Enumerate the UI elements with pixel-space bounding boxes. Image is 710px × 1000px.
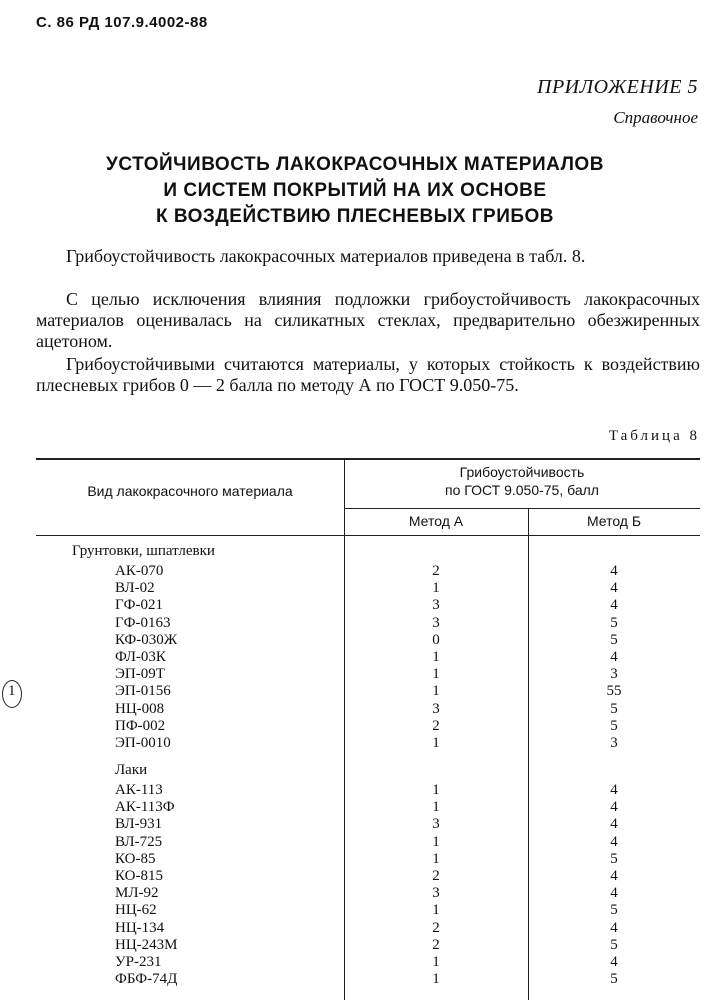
material-name: ВЛ-931 xyxy=(115,816,163,833)
method-a-score: 3 xyxy=(432,885,440,902)
material-name: ЭП-0010 xyxy=(115,735,171,751)
material-name: ГФ-0163 xyxy=(115,614,171,631)
material-name: НЦ-008 xyxy=(115,700,165,717)
method-b-score: 55 xyxy=(606,683,622,700)
method-a-score: 1 xyxy=(432,666,440,683)
material-name: ЭП-0156 xyxy=(115,683,171,700)
column-header-method-b: Метод Б xyxy=(586,513,642,529)
material-name: ФЛ-03К xyxy=(115,649,166,665)
method-a-score: 1 xyxy=(432,649,440,665)
method-b-score: 4 xyxy=(610,563,618,579)
method-a-score: 2 xyxy=(432,868,440,884)
method-b-score: 3 xyxy=(610,666,618,683)
method-b-score: 5 xyxy=(610,717,618,734)
table-top-rule xyxy=(36,458,700,460)
material-name: НЦ-134 xyxy=(115,919,165,936)
column-group-line-1: Грибоустойчивость xyxy=(459,464,585,480)
method-a-score: 3 xyxy=(432,597,440,614)
material-name: МЛ-92 xyxy=(115,885,159,902)
material-name: ВЛ-725 xyxy=(115,833,163,850)
method-a-score: 1 xyxy=(432,735,440,751)
material-name: ФБФ-74Д xyxy=(115,971,178,988)
material-name: НЦ-243М xyxy=(115,936,178,953)
method-a-score: 1 xyxy=(432,683,440,700)
appendix-type: Справочное xyxy=(613,108,698,127)
page-header: С. 86 РД 107.9.4002-88 xyxy=(36,14,208,31)
paragraph-3: Грибоустойчивыми считаются материалы, у которых стойкость к воздействию плесневых грибов 0 — 2 балла по методу А по ГОСТ 9.050-75. xyxy=(36,354,700,395)
paragraph-2: С целью исключения влияния подложки грибоустойчивость лакокрасочных материалов оценивалась на силикатных стеклах, предварительно обезжиренных ацетоном. xyxy=(36,289,700,351)
method-a-score: 2 xyxy=(432,717,440,734)
method-b-score: 5 xyxy=(610,902,618,919)
method-a-score: 3 xyxy=(432,816,440,833)
method-a-score: 2 xyxy=(432,563,440,579)
table-section-title: Грунтовки, шпатлевки xyxy=(72,543,215,559)
method-a-score: 1 xyxy=(432,833,440,850)
method-b-score: 4 xyxy=(610,833,618,850)
method-a-score: 1 xyxy=(432,580,440,597)
material-name: АК-070 xyxy=(115,563,164,579)
material-name: ЭП-09Т xyxy=(115,666,165,683)
document-title xyxy=(0,152,710,230)
material-name: НЦ-62 xyxy=(115,902,157,919)
method-a-score: 2 xyxy=(432,919,440,936)
paragraph-1: Грибоустойчивость лакокрасочных материалов приведена в табл. 8. xyxy=(66,246,586,266)
method-b-score: 5 xyxy=(610,614,618,631)
material-name: УР-231 xyxy=(115,954,162,970)
material-name: КО-815 xyxy=(115,868,163,884)
column-group-line-2: по ГОСТ 9.050-75, балл xyxy=(445,482,599,498)
table-caption: Таблица 8 xyxy=(608,428,700,444)
method-a-score: 1 xyxy=(432,850,440,867)
column-header-material: Вид лакокрасочного материала xyxy=(87,483,293,499)
method-a-score: 0 xyxy=(432,631,440,648)
method-a-score: 1 xyxy=(432,902,440,919)
method-a-score: 2 xyxy=(432,936,440,953)
method-a-score: 3 xyxy=(432,700,440,717)
title-line-2: И СИСТЕМ ПОКРЫТИЙ НА ИХ ОСНОВЕ xyxy=(163,180,547,201)
material-name: АК-113 xyxy=(115,782,163,798)
margin-revision-mark: 1 xyxy=(2,680,22,708)
method-b-score: 4 xyxy=(610,782,618,798)
column-header-method-a: Метод А xyxy=(408,513,464,529)
title-line-3: К ВОЗДЕЙСТВИЮ ПЛЕСНЕВЫХ ГРИБОВ xyxy=(155,206,555,227)
material-name: ГФ-021 xyxy=(115,597,164,614)
table-subheader-rule xyxy=(344,508,700,509)
method-b-score: 4 xyxy=(610,919,618,936)
material-name: КО-85 xyxy=(115,850,156,867)
title-line-1: УСТОЙЧИВОСТЬ ЛАКОКРАСОЧНЫХ МАТЕРИАЛОВ xyxy=(106,154,604,175)
appendix-label: ПРИЛОЖЕНИЕ 5 xyxy=(537,76,698,98)
method-b-score: 5 xyxy=(610,850,618,867)
method-b-score: 4 xyxy=(610,597,618,614)
table-header-bottom-rule xyxy=(36,535,700,536)
method-b-score: 5 xyxy=(610,631,618,648)
method-b-score: 4 xyxy=(610,799,618,816)
material-name: ВЛ-02 xyxy=(115,580,155,597)
method-b-score: 5 xyxy=(610,700,618,717)
material-name: КФ-030Ж xyxy=(115,631,178,648)
method-a-score: 1 xyxy=(432,971,440,988)
method-b-score: 5 xyxy=(610,971,618,988)
method-b-score: 4 xyxy=(610,868,618,884)
table-section-title: Лаки xyxy=(115,762,148,778)
material-name: АК-113Ф xyxy=(115,799,175,816)
method-b-score: 5 xyxy=(610,936,618,953)
method-a-score: 3 xyxy=(432,614,440,631)
material-name: ПФ-002 xyxy=(115,717,166,734)
method-a-score: 1 xyxy=(432,954,440,970)
method-b-score: 4 xyxy=(610,954,618,970)
method-a-score: 1 xyxy=(432,799,440,816)
method-a-score: 1 xyxy=(432,782,440,798)
method-b-score: 4 xyxy=(610,816,618,833)
method-b-score: 4 xyxy=(610,649,618,665)
method-b-score: 4 xyxy=(610,885,618,902)
method-b-score: 4 xyxy=(610,580,618,597)
method-b-score: 3 xyxy=(610,735,618,751)
